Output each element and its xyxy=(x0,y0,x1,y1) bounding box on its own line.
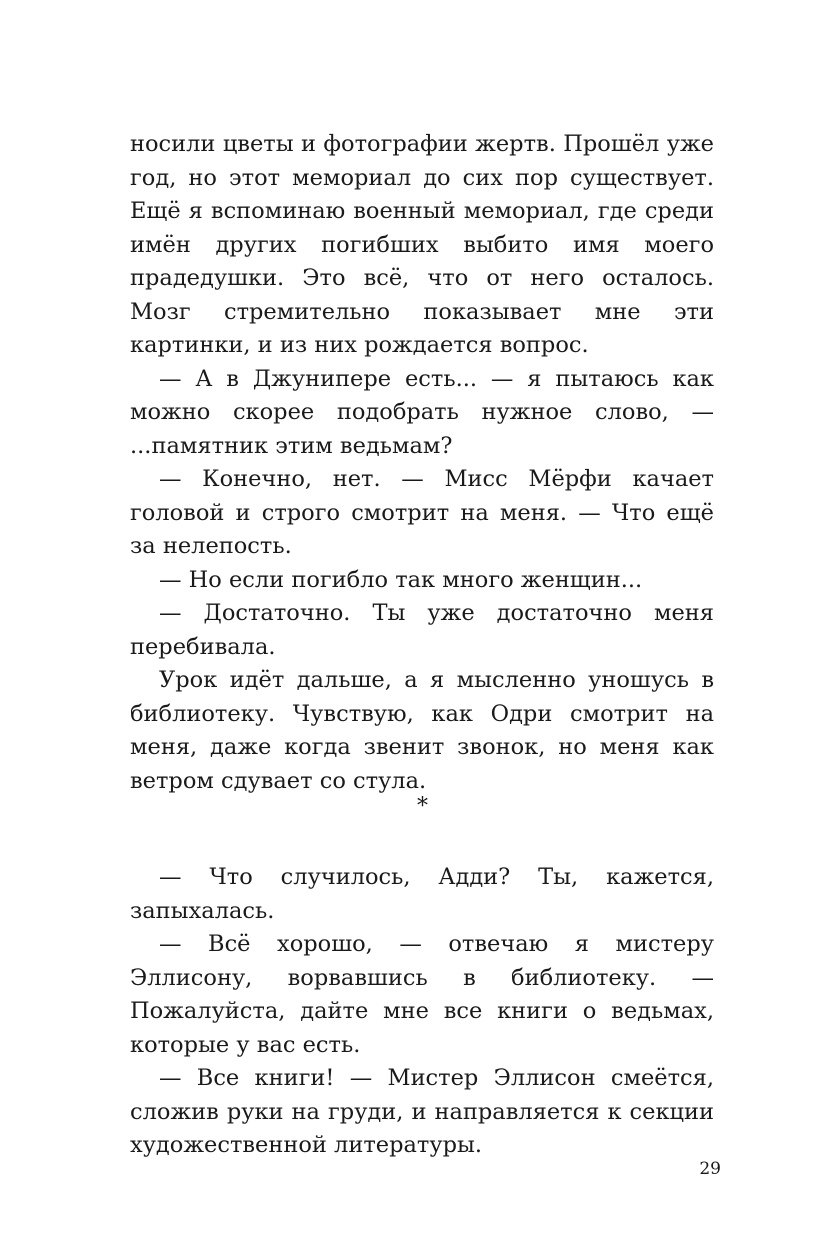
paragraph-dialogue: — А в Джунипере есть... — я пытаюсь как можно скорее подобрать нужное слово, — ...памятник этим ведьмам? xyxy=(130,365,714,459)
paragraph-dialogue: — Достаточно. Ты уже достаточно меня перебивала. xyxy=(130,600,714,660)
paragraph-dialogue: — Но если погибло так много женщин... xyxy=(159,566,643,593)
text-block-bottom xyxy=(130,861,714,1163)
text-block-top xyxy=(130,128,714,798)
paragraph-continuation: носили цветы и фотографии жертв. Прошёл уже год, но этот мемориал до сих пор существует. Ещё я вспоминаю военный мемориал, где среди имён других погибших выбито имя моего прадедушки. Это всё, что от него осталось. Мозг стремительно показывает мне эти картинки, и из них рождается вопрос. xyxy=(130,131,714,358)
paragraph-dialogue: — Конечно, нет. — Мисс Мёрфи качает головой и строго смотрит на меня. — Что ещё за нелепость. xyxy=(130,466,714,559)
paragraph-dialogue: — Всё хорошо, — отвечаю я мистеру Эллисону, ворвавшись в библиотеку. — Пожалуйста, дайте мне все книги о ведьмах, которые у вас есть. xyxy=(130,931,714,1058)
paragraph-dialogue: — Что случилось, Адди? Ты, кажется, запыхалась. xyxy=(130,864,714,924)
page-number: 29 xyxy=(699,1159,721,1179)
paragraph-dialogue: — Все книги! — Мистер Эллисон смеётся, сложив руки на груди, и направляется к секции художественной литературы. xyxy=(130,1065,714,1158)
section-separator: * xyxy=(417,794,428,819)
paragraph-narration: Урок идёт дальше, а я мысленно уношусь в библиотеку. Чувствую, как Одри смотрит на меня, даже когда звенит звонок, но меня как ветром сдувает со стула. xyxy=(130,667,714,794)
